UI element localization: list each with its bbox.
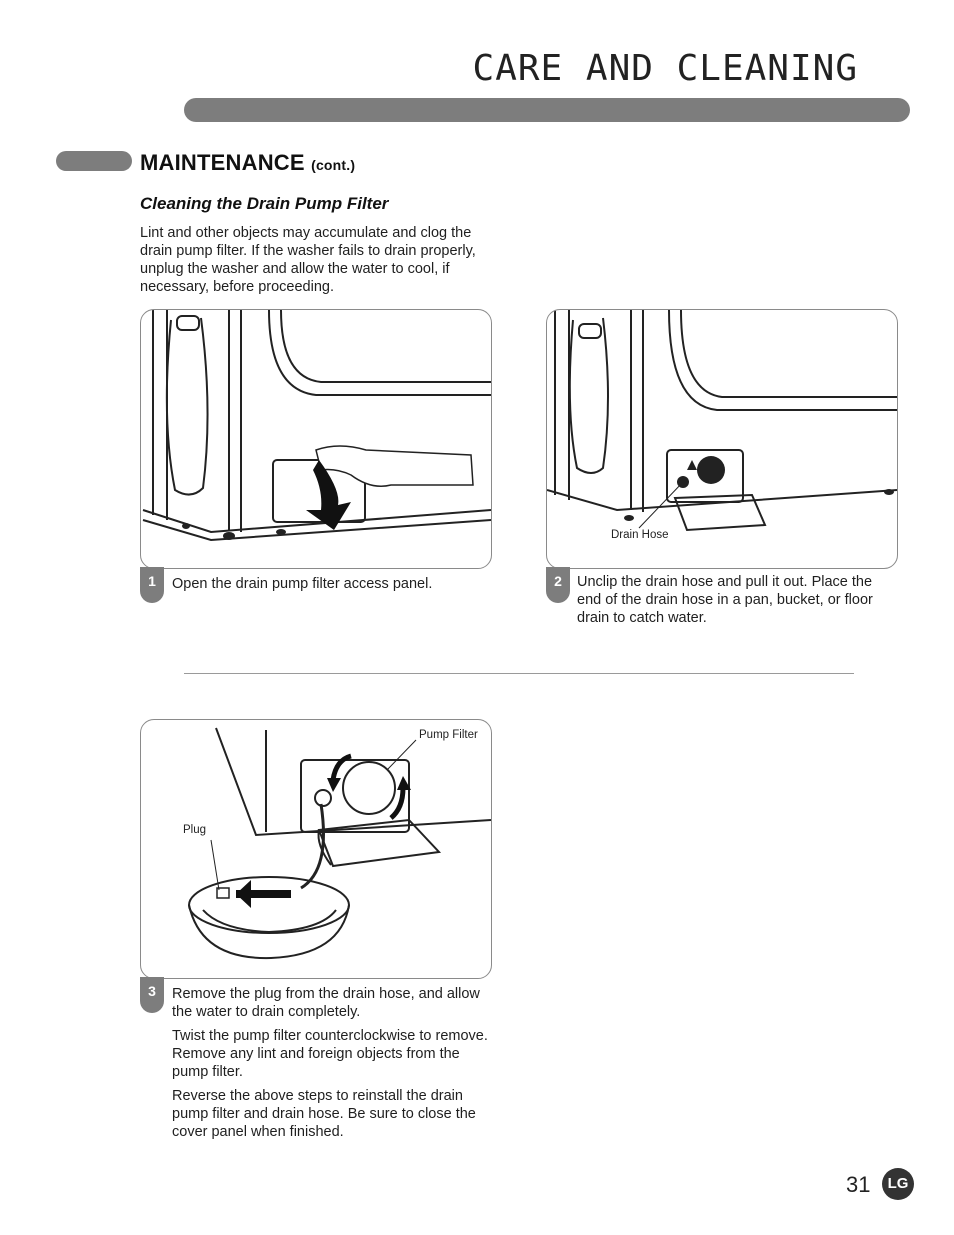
- page-header-title: CARE AND CLEANING: [472, 48, 858, 89]
- step-3-paragraph-2: Twist the pump filter counterclockwise to remove. Remove any lint and foreign objects from the pump filter.: [172, 1028, 488, 1080]
- step-3-badge: 3: [140, 977, 164, 1013]
- plug-label: Plug: [183, 824, 207, 836]
- subsection-title: Cleaning the Drain Pump Filter: [140, 194, 389, 213]
- section-marker: [56, 151, 132, 171]
- step-2-text: [577, 573, 882, 633]
- step-1-badge: 1: [140, 567, 164, 603]
- step-2-paragraph: Unclip the drain hose and pull it out. Place the end of the drain hose in a pan, bucket, or floor drain to catch water.: [577, 574, 873, 626]
- step-3-illustration: [140, 719, 492, 979]
- step-1-text: [172, 575, 482, 599]
- washer-drain-hose-drawing: [547, 310, 897, 568]
- section-title-text: MAINTENANCE: [140, 150, 305, 175]
- step-1-illustration: [140, 309, 492, 569]
- step-1-paragraph: Open the drain pump filter access panel.: [172, 576, 433, 592]
- drain-hose-label: Drain Hose: [611, 529, 669, 541]
- intro-paragraph: Lint and other objects may accumulate and clog the drain pump filter. If the washer fails to drain properly, unplug the washer and allow the water to cool, if necessary, before proceeding.: [140, 225, 476, 295]
- section-title: [140, 150, 355, 176]
- step-3-paragraph-3: Reverse the above steps to reinstall the drain pump filter and drain hose. Be sure to close the cover panel when finished.: [172, 1088, 476, 1140]
- step-3-text: [172, 985, 492, 1147]
- page-number: 31: [846, 1172, 871, 1197]
- section-title-suffix: (cont.): [311, 157, 356, 173]
- lg-logo: LG: [882, 1168, 914, 1200]
- header-bar: [184, 98, 910, 122]
- step-2-illustration: [546, 309, 898, 569]
- washer-open-panel-drawing: [141, 310, 491, 568]
- step-3-paragraph-1: Remove the plug from the drain hose, and allow the water to drain completely.: [172, 986, 480, 1020]
- step-2-badge: 2: [546, 567, 570, 603]
- pump-filter-label: Pump Filter: [419, 729, 478, 741]
- section-divider: [184, 673, 854, 674]
- pump-filter-drain-drawing: [141, 720, 491, 978]
